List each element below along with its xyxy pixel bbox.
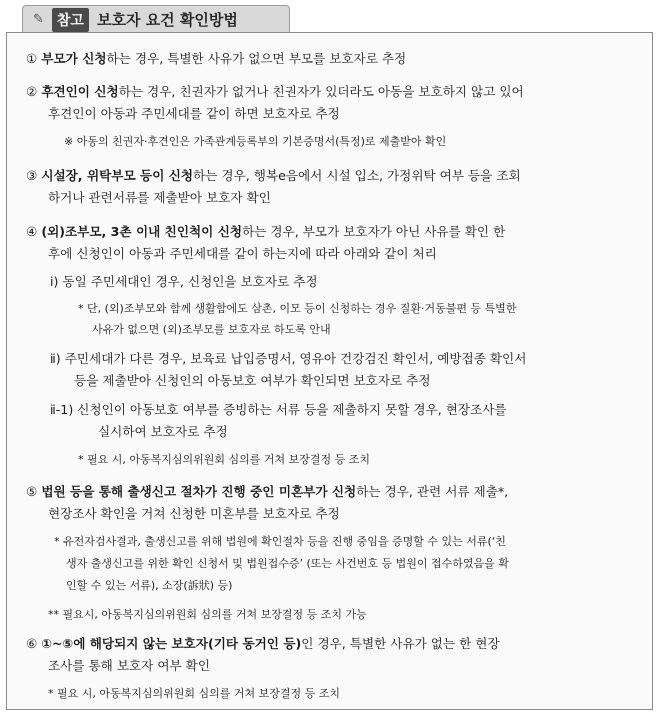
sub-item-ii-1-note: * 필요 시, 아동복지심의위원회 심의를 거쳐 보장결정 등 조치 xyxy=(78,453,370,466)
item-text: 하는 경우, 친권자가 없거나 친권자가 있더라도 아동을 보호하지 않고 있어 xyxy=(118,84,524,99)
item-5-continued: 현장조사 확인을 거쳐 신청한 미혼부를 보호자로 추정 xyxy=(48,506,340,521)
item-text: 하는 경우, 부모가 보호자가 아닌 사유를 확인 한 xyxy=(242,224,506,239)
section-tab xyxy=(22,5,290,33)
sub-item-label: ⅱ-1) xyxy=(50,402,74,417)
item-text: 인 경우, 특별한 사유가 없는 한 현장 xyxy=(301,636,500,651)
sub-item-i-note: * 단, (외)조부모와 함께 생활함에도 삼촌, 이모 등이 신청하는 경우 질환·거동불편 등 특별한 xyxy=(78,302,517,315)
sub-item-i-note-continued: 사유가 없으면 (외)조부모를 보호자로 하도록 안내 xyxy=(92,323,331,336)
item-5 xyxy=(26,483,508,501)
item-5-note-line2: 생자 출생신고를 위한 확인 신청서 및 법원접수증’ (또는 사건번호 등 법원이 접수하였음을 확 xyxy=(66,557,509,570)
section-title: 보호자 요건 확인방법 xyxy=(96,11,238,29)
item-number: ③ xyxy=(26,168,38,183)
item-number: ① xyxy=(26,51,38,66)
item-2-continued: 후견인이 아동과 주민세대를 같이 하면 보호자로 추정 xyxy=(48,106,340,121)
item-1 xyxy=(26,50,406,68)
item-5-note-2: ** 필요시, 아동복지심의위원회 심의를 거쳐 보장결정 등 조치 가능 xyxy=(48,608,367,621)
sub-item-text: 신청인이 아동보호 여부를 증빙하는 서류 등을 제출하지 못할 경우, 현장조사를 xyxy=(77,402,507,417)
item-number: ⑥ xyxy=(26,636,38,651)
item-4-continued: 후에 신청인이 아동과 주민세대를 같이 하는지에 따라 아래와 같이 처리 xyxy=(48,246,437,261)
item-highlight: (외)조부모, 3촌 이내 친인척이 신청 xyxy=(41,224,243,239)
sub-item-label: ⅰ) xyxy=(50,274,59,289)
item-number: ② xyxy=(26,84,38,99)
item-highlight: 부모가 신청 xyxy=(41,51,107,66)
item-text: 하는 경우, 관련 서류 제출*, xyxy=(356,484,509,499)
item-3 xyxy=(26,167,521,185)
item-2 xyxy=(26,83,524,101)
item-5-note: * 유전자검사결과, 출생신고를 위해 법원에 확인절차 등을 진행 중임을 증명할 수 있는 서류(‘친 xyxy=(54,535,506,548)
sub-item-label: ⅱ) xyxy=(50,351,61,366)
item-6-note: * 필요 시, 아동복지심의위원회 심의를 거쳐 보장결정 등 조치 xyxy=(48,687,340,700)
sub-item-text: 동일 주민세대인 경우, 신청인을 보호자로 추정 xyxy=(62,274,318,289)
item-highlight: 시설장, 위탁부모 등이 신청 xyxy=(41,168,194,183)
item-number: ⑤ xyxy=(26,484,38,499)
item-text: 하는 경우, 행복e음에서 시설 입소, 가정위탁 여부 등을 조회 xyxy=(193,168,521,183)
sub-item-i xyxy=(50,273,318,291)
item-number: ④ xyxy=(26,224,38,239)
item-text: 하는 경우, 특별한 사유가 없으면 부모를 보호자로 추정 xyxy=(106,51,407,66)
item-5-note-line3: 인할 수 있는 서류), 소장(訴狀) 등) xyxy=(66,579,233,592)
sub-item-ii-1 xyxy=(50,401,507,419)
item-4 xyxy=(26,223,505,241)
item-6-continued: 조사를 통해 보호자 여부 확인 xyxy=(48,658,210,673)
sub-item-ii-1-continued: 실시하여 보호자로 추정 xyxy=(98,424,228,439)
sub-item-text: 주민세대가 다른 경우, 보육료 납입증명서, 영유아 건강검진 확인서, 예방접종 확인서 xyxy=(64,351,527,366)
sub-item-ii-continued: 등을 제출받아 신청인의 아동보호 여부가 확인되면 보호자로 추정 xyxy=(74,373,431,388)
item-highlight: ①~⑤에 해당되지 않는 보호자(기타 동거인 등) xyxy=(41,636,302,651)
pencil-icon: ✎ xyxy=(33,12,44,27)
reference-badge: 참고 xyxy=(52,8,89,32)
sub-item-ii xyxy=(50,350,526,368)
item-2-note: ※ 아동의 친권자·후견인은 가족관계등록부의 기본증명서(특정)로 제출받아 확인 xyxy=(64,135,447,148)
item-highlight: 법원 등을 통해 출생신고 절차가 진행 중인 미혼부가 신청 xyxy=(41,484,357,499)
item-highlight: 후견인이 신청 xyxy=(41,84,119,99)
item-6 xyxy=(26,635,500,653)
item-3-continued: 하거나 관련서류를 제출받아 보호자 확인 xyxy=(48,190,271,205)
